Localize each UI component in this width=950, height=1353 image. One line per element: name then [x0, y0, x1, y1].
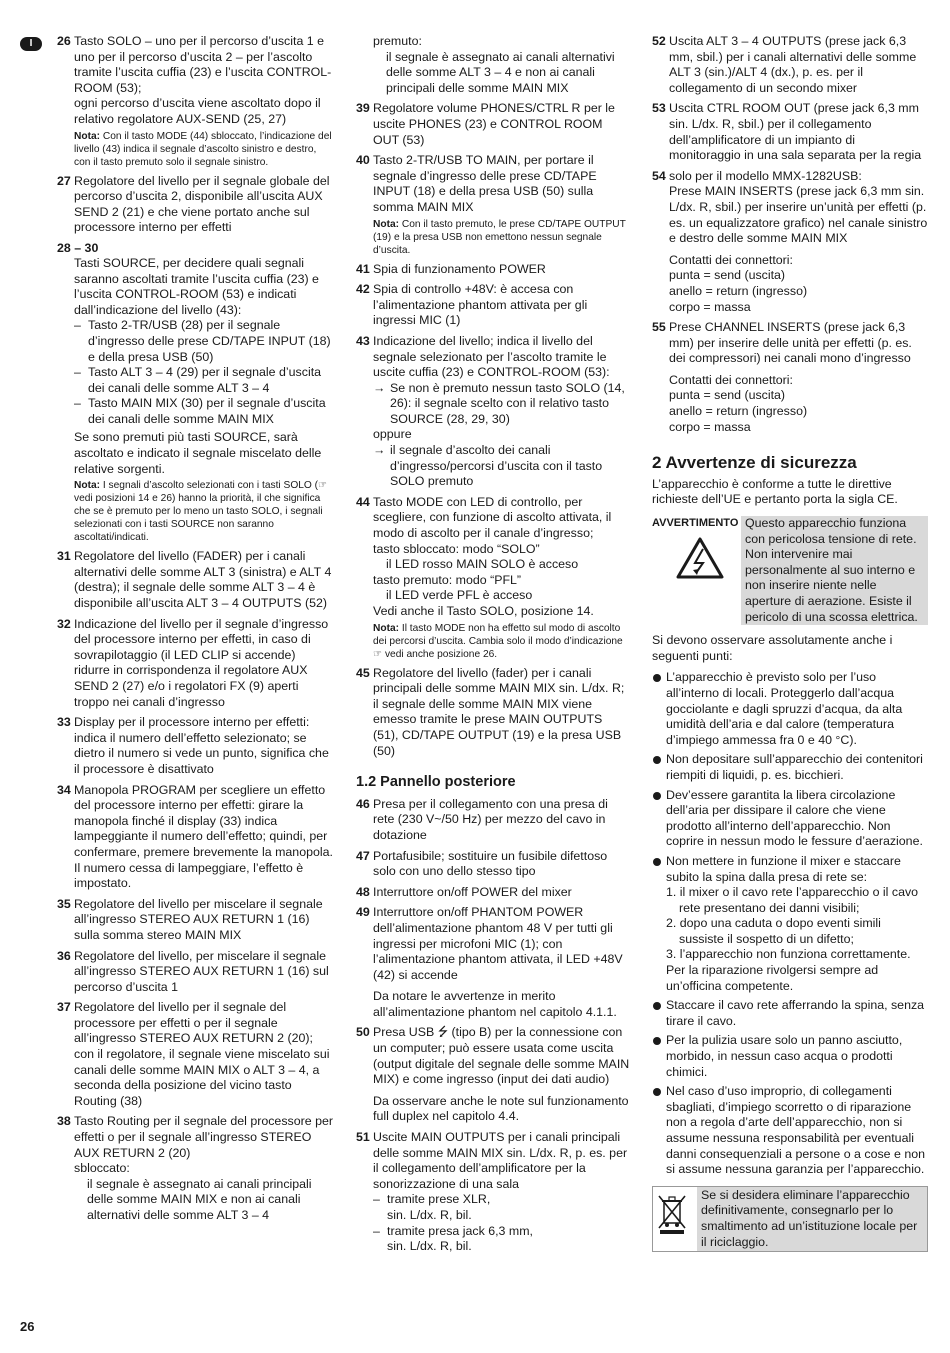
numbered-item: 3. l’apparecchio non funziona correttamente. — [666, 947, 911, 962]
bullet-text: Non mettere in funzione il mixer e staccare subito la spina dalla presa di rete se: — [666, 853, 901, 884]
dash-item: – Tasto ALT 3 – 4 (29) per il segnale d’uscita dei canali delle somme ALT 3 – 4 — [74, 365, 333, 396]
item-54 — [652, 169, 928, 315]
item-number: 44 — [356, 494, 370, 509]
item-text: Regolatore del livello (fader) per i canali principali delle somme MAIN MIX sin. L/dx. R; — [373, 665, 625, 696]
item-38-cont — [356, 34, 631, 96]
item-text: Regolatore del livello (FADER) per i canali alternativi delle somme ALT 3 (sinistra) e ALT 4 (destra); il segnale delle somme ALT 3 – 4 è disponibile all’uscita ALT 3 – 4 OUTPUTS (52) — [74, 549, 332, 611]
dash-item: – Tasto MAIN MIX (30) per il segnale d’uscita dei canali delle somme MAIN MIX — [74, 396, 333, 427]
intro-text: L’apparecchio è conforme a tutte le direttive richieste dell’UE e pertanto porta la sigla CE. — [652, 476, 898, 507]
item-text: Display per il processore interno per effetti: indica il numero dell’effetto selezionato; se dietro il numero si vede un punto, significa che il processore è disattivato — [74, 715, 329, 776]
contacts-heading: Contatti dei connettori: — [669, 252, 793, 267]
item-text: Indicazione del livello per il segnale d’ingresso del processore interno per effetti, in caso di sovrapilotaggio (il LED CLIP si accende) ridurre in corrispondenza il regolatore AUX SEND 2 (27) e/o i regolatori FX (9) aperti troppo nei canali d’ingresso — [74, 616, 329, 709]
item-text: Tasto MODE con LED di controllo, per scegliere, con funzione di ascolto attivata, il modo di ascolto per il canale d’ingresso; — [373, 494, 612, 541]
item-number: 40 — [356, 153, 370, 168]
item-37 — [57, 1000, 333, 1109]
item-text: Prese CHANNEL INSERTS (prese jack 6,3 mm) per inserire delle unità per effetti (p. es. dei compressori) nei canali mono d’ingresso — [669, 320, 912, 366]
warning-label: AVVERTIMENTO — [652, 517, 739, 530]
item-51 — [356, 1130, 631, 1255]
note-label: Nota: — [74, 130, 101, 142]
item-number: 36 — [57, 948, 71, 963]
item-40 — [356, 153, 631, 256]
item-50 — [356, 1025, 631, 1125]
item-text: Interruttore on/off POWER del mixer — [373, 884, 572, 899]
arrow-item: → Se non è premuto nessun tasto SOLO (14, 26): il segnale scelto con il relativo tasto SOURCE (28, 29, 30) — [373, 381, 631, 428]
bullet-text: Per la riparazione rivolgersi sempre ad un’officina competente. — [666, 963, 879, 993]
bullet-item: Staccare il cavo rete afferrando la spina, senza tirare il cavo. — [652, 998, 928, 1029]
note-text: I segnali d’ascolto selezionati con i tasti SOLO (☞ vedi posizioni 14 e 26) hanno la priorità, il che significa che se è premuto per lo meno un tasto SOLO, i segnali selezionati con i tasti SOURCE non saranno ascoltati/indicati. — [74, 480, 328, 544]
item-text: Uscita ALT 3 – 4 OUTPUTS (prese jack 6,3 mm, sbil.) per i canali alternativi delle somme ALT 3 (sin.)/ALT 4 (dx.), p. es. per il collegamento di un secondo mixer — [669, 34, 917, 95]
item-45 — [356, 666, 631, 760]
language-badge: I — [20, 37, 42, 51]
note — [373, 218, 631, 257]
item-28-30 — [57, 241, 333, 544]
mode-label: tasto premuto: modo “PFL” — [373, 572, 522, 587]
item-number: 52 — [652, 34, 666, 48]
note-text: Il tasto MODE non ha effetto sul modo di ascolto dei percorsi d’uscita. Cambia solo il modo d’indicazione ☞ vedi anche posizione 26. — [373, 622, 623, 660]
item-27 — [57, 174, 333, 236]
item-number: 35 — [57, 896, 71, 911]
section-heading: 1.2 Pannello posteriore — [356, 774, 516, 791]
item-26 — [57, 34, 333, 169]
item-34 — [57, 783, 333, 892]
item-text: Regolatore del livello per il segnale del processore per effetti o per il segnale all’ingresso STEREO AUX RETURN 2 (20); — [74, 1000, 313, 1046]
item-text: Portafusibile; sostituire un fusibile difettoso solo con uno dello stesso tipo — [373, 848, 608, 879]
bullet-item — [652, 854, 928, 994]
item-52 — [652, 34, 928, 96]
item-text: Uscita CTRL ROOM OUT (prese jack 6,3 mm sin. L/dx. R, sbil.) per il collegamento dell’amplificatore di un impianto di monitoraggio in una sala separata per la regia — [669, 101, 922, 163]
item-number: 48 — [356, 884, 370, 899]
item-number: 26 — [57, 34, 71, 48]
dash-subtext: sin. L/dx. R, bil. — [387, 1239, 472, 1254]
item-44 — [356, 495, 631, 661]
item-text: il segnale delle somme MAIN MIX viene emesso tramite le prese MAIN OUTPUTS (51), CD/TAPE OUTPUT (19) e la presa USB (50) — [373, 696, 622, 758]
item-number: 38 — [57, 1114, 71, 1129]
item-text: Indicazione del livello; indica il livello del segnale selezionato per l’ascolto tramite le uscite cuffia (23) e CONTROL-ROOM (53): — [373, 333, 610, 380]
contact-line: punta = send (uscita) — [669, 388, 786, 403]
item-text: oppure — [373, 427, 412, 442]
contacts-heading: Contatti dei connettori: — [669, 372, 793, 387]
warning-text: Questo apparecchio funziona con pericolosa tensione di rete. Non intervenire mai personalmente al suo interno e non inserire niente nelle aperture di aerazione. Esiste il pericolo di una scossa elettrica. — [741, 516, 928, 625]
item-text: Regolatore del livello, per miscelare il segnale all’ingresso STEREO AUX RETURN 1 (16) sul percorso d’uscita 1 — [74, 948, 329, 994]
mode-label: tasto sbloccato: modo “SOLO” — [373, 541, 540, 556]
item-number: 37 — [57, 1000, 71, 1015]
item-41 — [356, 262, 631, 278]
item-number: 41 — [356, 261, 370, 276]
item-number: 27 — [57, 173, 71, 188]
dash-subtext: sin. L/dx. R, bil. — [387, 1208, 472, 1222]
section-heading: 2 Avvertenze di sicurezza — [652, 453, 857, 473]
item-35 — [57, 897, 333, 944]
item-38 — [57, 1114, 333, 1223]
item-text: Regolatore del livello per miscelare il segnale all’ingresso STEREO AUX RETURN 1 (16) sulla somma stereo MAIN MIX — [74, 896, 323, 942]
arrow-item: → il segnale d’ascolto dei canali d’ingresso/percorsi d’uscita con il tasto SOLO premuto — [373, 443, 631, 490]
state-text: il segnale è assegnato ai canali principali delle somme MAIN MIX e non ai canali alternativi delle somme ALT 3 – 4 — [87, 1176, 312, 1222]
must-observe-text: Si devono osservare assolutamente anche i seguenti punti: — [652, 633, 893, 663]
state-text: il segnale è assegnato ai canali alternativi delle somme ALT 3 – 4 e non ai canali principali delle somme MAIN MIX — [386, 49, 615, 95]
item-text: Interruttore on/off PHANTOM POWER dell’alimentazione phantom 48 V per tutti gli ingressi per microfoni MIC (1); con l’alimentazione phantom attivata, il LED +48V (42) si accende — [373, 905, 623, 982]
item-text: Prese MAIN INSERTS (prese jack 6,3 mm sin. L/dx. R, sbil.) per inserire un’unità per effetti (p. es. un equalizzatore grafico) nel canale sinistro e destro delle somme MAIN MIX — [669, 184, 928, 246]
item-number: 28 – 30 — [57, 240, 99, 255]
note — [373, 622, 631, 661]
item-46 — [356, 797, 631, 844]
note-text: Con il tasto MODE (44) sbloccato, l’indicazione del livello (43) indica il segnale d’ascolto sinistro e destro, con il tasto premuto solo il segnale sinistro. — [74, 130, 332, 168]
note — [74, 479, 333, 544]
item-text: Regolatore del livello per il segnale globale del percorso d’uscita 2, disponibile all’uscita AUX SEND 2 (21) e che viene portato anche sul processore interno per effetti — [74, 173, 330, 235]
bullet-item: Nel caso d’uso improprio, di collegamenti sbagliati, d’impiego scorretto o di riparazione non a regola d’arte dell’apparecchio, non si assume nessuna responsabilità per eventuali danni consequenziali a persone o a cose e non si assume nessuna garanzia per l’apparecchio. — [652, 1084, 928, 1178]
item-number: 47 — [356, 848, 370, 863]
item-text: ogni percorso d’uscita viene ascoltato dopo il relativo regolatore AUX-SEND (25, 27) — [74, 96, 321, 126]
item-36 — [57, 949, 333, 996]
item-text: Presa per il collegamento con una presa di rete (230 V~/50 Hz) per mezzo del cavo in dotazione — [373, 796, 608, 842]
bullet-item: Non depositare sull’apparecchio dei contenitori riempiti di liquidi, p. es. bicchieri. — [652, 752, 928, 783]
item-number: 45 — [356, 665, 370, 680]
item-text: Tasti SOURCE, per decidere quali segnali saranno ascoltati tramite l’uscita cuffia (23) e l’uscita CONTROL-ROOM (53) e indicati dall’indicazione del livello (43): — [74, 255, 319, 317]
item-48 — [356, 885, 631, 901]
bullet-item: Dev’essere garantita la libera circolazione dell’aria per dissipare il calore che viene prodotto all’interno dell’apparecchio. Non coprire in nessun modo le fessure d’aerazione. — [652, 788, 928, 850]
contact-line: anello = return (ingresso) — [669, 404, 808, 419]
mode-text: il LED rosso MAIN SOLO è acceso — [386, 557, 579, 572]
item-text: Tasto Routing per il segnale del processore per effetti o per il segnale all’ingresso STEREO AUX RETURN 2 (20) — [74, 1114, 333, 1160]
item-39 — [356, 101, 631, 148]
warning-box — [652, 516, 928, 625]
item-42 — [356, 282, 631, 329]
item-47 — [356, 849, 631, 880]
item-text: solo per il modello MMX-1282USB: — [669, 168, 862, 183]
item-number: 54 — [652, 168, 666, 183]
column-2 — [356, 34, 631, 1260]
contact-line: corpo = massa — [669, 299, 751, 314]
item-text: Spia di funzionamento POWER — [373, 261, 546, 276]
item-text: Presa USB ⭍ (tipo B) per la connessione con un computer; può essere usata come uscita (output digitale del segnale delle somme MAIN MIX) e come ingresso (input dei dati audio) — [373, 1025, 630, 1087]
item-32 — [57, 617, 333, 711]
item-53 — [652, 101, 928, 163]
disposal-box — [652, 1186, 928, 1252]
numbered-item: 2. dopo una caduta o dopo eventi simili sussiste il sospetto di un difetto; — [666, 916, 881, 946]
state-label: sbloccato: — [74, 1161, 130, 1176]
item-text: Da osservare anche le note sul funzionamento full duplex nel capitolo 4.4. — [373, 1093, 629, 1124]
item-number: 51 — [356, 1130, 370, 1145]
numbered-item: 1. il mixer o il cavo rete l’apparecchio o il cavo rete presentano dei danni visibili; — [666, 885, 919, 915]
dash-item: – tramite prese XLR, — [373, 1192, 631, 1208]
dash-item: – Tasto 2-TR/USB (28) per il segnale d’ingresso delle prese CD/TAPE INPUT (18) e della presa USB (50) — [74, 318, 333, 365]
note — [74, 130, 333, 169]
note-text: Con il tasto premuto, le prese CD/TAPE OUTPUT (19) e la presa USB non emettono nessun segnale d’uscita. — [373, 218, 626, 256]
item-number: 31 — [57, 549, 71, 564]
item-49 — [356, 905, 631, 1020]
item-31 — [57, 549, 333, 611]
disposal-text: Se si desidera eliminare l’apparecchio definitivamente, consegnarlo per lo smaltimento ad un’istituzione locale per il riciclaggio. — [697, 1187, 927, 1251]
item-number: 39 — [356, 101, 370, 116]
mode-text: il LED verde PFL è acceso — [386, 588, 533, 603]
contact-line: anello = return (ingresso) — [669, 283, 808, 298]
item-number: 34 — [57, 782, 71, 797]
item-text: Vedi anche il Tasto SOLO, posizione 14. — [373, 604, 594, 618]
note-label: Nota: — [74, 480, 101, 492]
note-label: Nota: — [373, 218, 400, 230]
item-text: Manopola PROGRAM per scegliere un effetto del processore interno per effetti: girare la manopola finché il display (33) indica lampeggiante il numero dell’effetto; quindi, per confermare, premere brevemente la manopola. Il numero cessa di lampeggiare, l’effetto è impostato. — [74, 782, 333, 891]
warning-column — [652, 516, 741, 625]
item-number: 32 — [57, 616, 71, 631]
item-text: Spia di controllo +48V: è accesa con l’alimentazione phantom attivata per gli ingressi MIC (1) — [373, 282, 588, 328]
bullet-item: L’apparecchio è previsto solo per l’uso all’interno di locali. Proteggerlo dall’acqua gocciolante e dagli spruzzi d’acqua, da alta umidità dell’aria e dal calore (temperatura d’impiego ammessa fra 0 e 40 °C). — [652, 670, 928, 748]
item-number: 46 — [356, 796, 370, 811]
item-text: Da notare le avvertenze in merito all’alimentazione phantom nel capitolo 4.1.1. — [373, 989, 617, 1019]
item-number: 55 — [652, 320, 666, 335]
high-voltage-icon — [676, 536, 741, 584]
item-text: Uscite MAIN OUTPUTS per i canali principali delle somme MAIN MIX sin. L/dx. R, p. es. per il collegamento dell’amplificatore per la sonorizzazione di una sala — [373, 1130, 628, 1191]
contact-line: corpo = massa — [669, 419, 751, 434]
item-number: 42 — [356, 282, 370, 297]
column-3 — [652, 34, 928, 1252]
bullet-item: Per la pulizia usare solo un panno asciutto, morbido, in nessun caso acqua o prodotti chimici. — [652, 1033, 928, 1080]
item-number: 43 — [356, 333, 370, 348]
item-number: 33 — [57, 715, 71, 730]
item-text: Regolatore volume PHONES/CTRL R per le uscite PHONES (23) e CONTROL ROOM OUT (53) — [373, 101, 615, 147]
item-number: 50 — [356, 1025, 370, 1040]
item-text: con il regolatore, il segnale viene miscelato sui canali delle somme MAIN MIX o ALT 3 – 4, a seconda della posizione del vicino tasto Routing (38) — [74, 1047, 330, 1108]
item-number: 49 — [356, 905, 370, 920]
item-33 — [57, 715, 333, 777]
state-label: premuto: — [373, 34, 422, 48]
item-text: Se sono premuti più tasti SOURCE, sarà ascoltato e indicato il segnale miscelato delle relative sorgenti. — [74, 430, 322, 476]
item-43 — [356, 334, 631, 490]
item-55 — [652, 320, 928, 435]
note-label: Nota: — [373, 622, 400, 634]
crossed-bin-icon — [653, 1187, 697, 1251]
column-1 — [57, 34, 333, 1229]
item-number: 53 — [652, 101, 666, 116]
contact-line: punta = send (uscita) — [669, 268, 786, 283]
page-number: 26 — [20, 1319, 35, 1334]
item-text: Tasto 2-TR/USB TO MAIN, per portare il segnale d’ingresso delle prese CD/TAPE INPUT (18) e della presa USB (50) sulla somma MAIN MIX — [373, 153, 597, 214]
dash-item: – tramite presa jack 6,3 mm, — [373, 1224, 631, 1240]
item-text: Tasto SOLO – uno per il percorso d’uscita 1 e uno per il percorso d’uscita 2 – per l’ascolto tramite l’uscita cuffia (23) e l’uscita CONTROL-ROOM (53); — [74, 34, 332, 95]
